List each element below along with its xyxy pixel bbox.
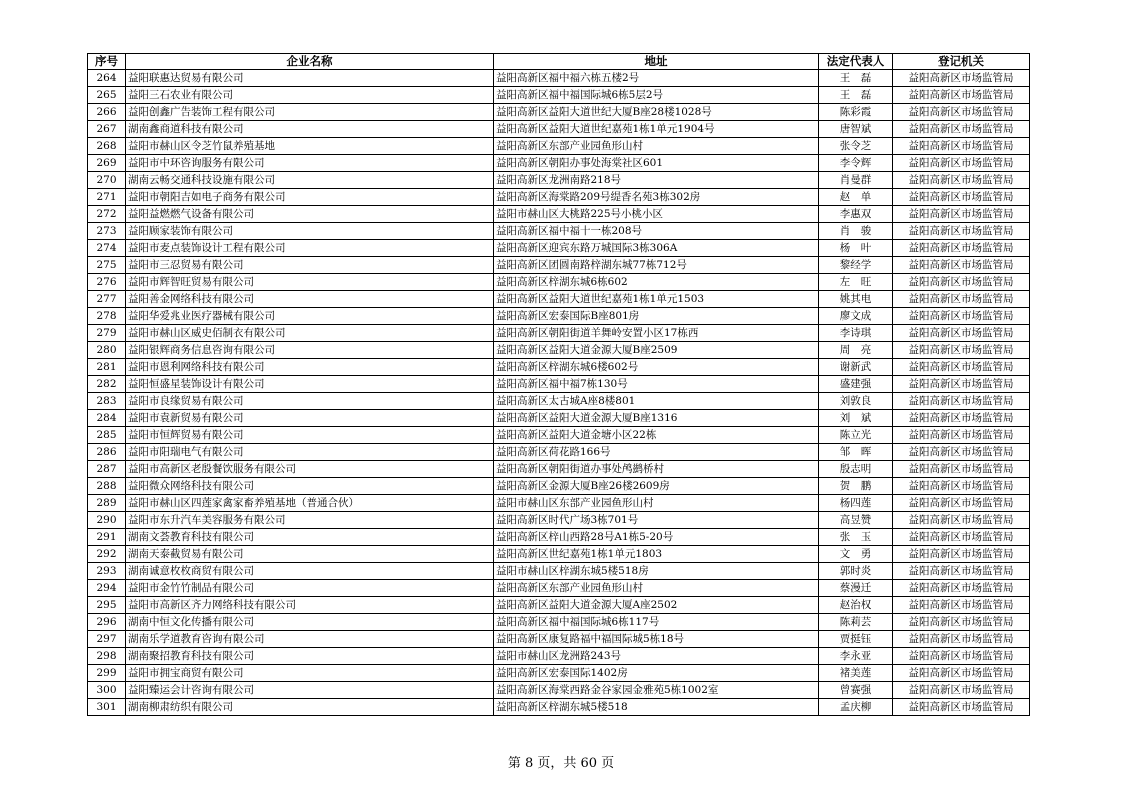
legal-representative: 陈莉芸 — [819, 614, 893, 631]
company-address: 益阳高新区梓湖东城5楼518 — [494, 699, 819, 716]
company-address: 益阳高新区金源大厦B座26楼2609房 — [494, 478, 819, 495]
table-row — [88, 665, 1030, 682]
row-number: 288 — [88, 478, 126, 495]
company-address: 益阳高新区益阳大道金源大厦B座1316 — [494, 410, 819, 427]
company-name: 益阳市金竹竹制品有限公司 — [126, 580, 494, 597]
company-address: 益阳高新区益阳大道世纪大厦B座28楼1028号 — [494, 104, 819, 121]
legal-representative: 杨四莲 — [819, 495, 893, 512]
company-name: 益阳市拥宝商贸有限公司 — [126, 665, 494, 682]
row-number: 293 — [88, 563, 126, 580]
company-address: 益阳市赫山区龙洲路243号 — [494, 648, 819, 665]
registration-authority: 益阳高新区市场监管局 — [893, 512, 1030, 529]
company-address: 益阳高新区宏泰国际1402房 — [494, 665, 819, 682]
company-name: 湖南中恒文化传播有限公司 — [126, 614, 494, 631]
table-row — [88, 427, 1030, 444]
legal-representative: 刘 斌 — [819, 410, 893, 427]
table-row — [88, 138, 1030, 155]
company-address: 益阳高新区益阳大道世纪嘉苑1栋1单元1904号 — [494, 121, 819, 138]
company-name: 益阳市麦点装饰设计工程有限公司 — [126, 240, 494, 257]
row-number: 297 — [88, 631, 126, 648]
table-row — [88, 410, 1030, 427]
legal-representative: 褚美莲 — [819, 665, 893, 682]
company-address: 益阳高新区益阳大道金源大厦B座2509 — [494, 342, 819, 359]
registration-authority: 益阳高新区市场监管局 — [893, 240, 1030, 257]
legal-representative: 刘敦良 — [819, 393, 893, 410]
registry-table — [87, 53, 1030, 716]
registration-authority: 益阳高新区市场监管局 — [893, 104, 1030, 121]
company-name: 益阳市高新区老殷餐饮服务有限公司 — [126, 461, 494, 478]
row-number: 282 — [88, 376, 126, 393]
company-address: 益阳市赫山区东部产业园鱼形山村 — [494, 495, 819, 512]
company-address: 益阳高新区龙洲南路218号 — [494, 172, 819, 189]
row-number: 265 — [88, 87, 126, 104]
registration-authority: 益阳高新区市场监管局 — [893, 580, 1030, 597]
company-address: 益阳高新区福中福六栋五楼2号 — [494, 70, 819, 87]
table-row — [88, 121, 1030, 138]
table-row — [88, 291, 1030, 308]
registration-authority: 益阳高新区市场监管局 — [893, 70, 1030, 87]
company-address: 益阳高新区东部产业园鱼形山村 — [494, 138, 819, 155]
table-row — [88, 444, 1030, 461]
header-no: 序号 — [88, 54, 126, 70]
registration-authority: 益阳高新区市场监管局 — [893, 631, 1030, 648]
registration-authority: 益阳高新区市场监管局 — [893, 665, 1030, 682]
legal-representative: 李惠双 — [819, 206, 893, 223]
company-name: 益阳联惠达贸易有限公司 — [126, 70, 494, 87]
row-number: 286 — [88, 444, 126, 461]
header-address: 地址 — [494, 54, 819, 70]
table-row — [88, 631, 1030, 648]
legal-representative: 陈立光 — [819, 427, 893, 444]
registration-authority: 益阳高新区市场监管局 — [893, 529, 1030, 546]
legal-representative: 唐智斌 — [819, 121, 893, 138]
table-row — [88, 461, 1030, 478]
company-name: 益阳市袁新贸易有限公司 — [126, 410, 494, 427]
legal-representative: 周 亮 — [819, 342, 893, 359]
registration-authority: 益阳高新区市场监管局 — [893, 121, 1030, 138]
table-row — [88, 597, 1030, 614]
registration-authority: 益阳高新区市场监管局 — [893, 699, 1030, 716]
company-address: 益阳高新区时代广场3栋701号 — [494, 512, 819, 529]
table-row — [88, 325, 1030, 342]
company-address: 益阳高新区福中福7栋130号 — [494, 376, 819, 393]
legal-representative: 谢新武 — [819, 359, 893, 376]
company-name: 益阳市三忍贸易有限公司 — [126, 257, 494, 274]
table-row — [88, 189, 1030, 206]
table-row — [88, 257, 1030, 274]
registration-authority: 益阳高新区市场监管局 — [893, 648, 1030, 665]
header-name: 企业名称 — [126, 54, 494, 70]
registration-authority: 益阳高新区市场监管局 — [893, 444, 1030, 461]
company-name: 益阳善金网络科技有限公司 — [126, 291, 494, 308]
company-name: 益阳市良缘贸易有限公司 — [126, 393, 494, 410]
legal-representative: 李令辉 — [819, 155, 893, 172]
company-name: 益阳市恒辉贸易有限公司 — [126, 427, 494, 444]
company-name: 益阳市中环咨询服务有限公司 — [126, 155, 494, 172]
table-row — [88, 342, 1030, 359]
legal-representative: 殷志明 — [819, 461, 893, 478]
company-name: 益阳市赫山区威史佰制衣有限公司 — [126, 325, 494, 342]
table-row — [88, 308, 1030, 325]
legal-representative: 廖文成 — [819, 308, 893, 325]
company-address: 益阳高新区福中福十一栋208号 — [494, 223, 819, 240]
company-address: 益阳高新区世纪嘉苑1栋1单元1803 — [494, 546, 819, 563]
row-number: 289 — [88, 495, 126, 512]
registration-authority: 益阳高新区市场监管局 — [893, 682, 1030, 699]
row-number: 285 — [88, 427, 126, 444]
company-address: 益阳高新区益阳大道金源大厦A座2502 — [494, 597, 819, 614]
legal-representative: 肖 骏 — [819, 223, 893, 240]
legal-representative: 蔡漫迁 — [819, 580, 893, 597]
row-number: 280 — [88, 342, 126, 359]
registration-authority: 益阳高新区市场监管局 — [893, 427, 1030, 444]
company-name: 湖南乐学道教育咨询有限公司 — [126, 631, 494, 648]
registration-authority: 益阳高新区市场监管局 — [893, 274, 1030, 291]
table-row — [88, 172, 1030, 189]
registration-authority: 益阳高新区市场监管局 — [893, 223, 1030, 240]
legal-representative: 赵治权 — [819, 597, 893, 614]
table-row — [88, 206, 1030, 223]
company-address: 益阳高新区东部产业园鱼形山村 — [494, 580, 819, 597]
legal-representative: 盛建强 — [819, 376, 893, 393]
table-row — [88, 546, 1030, 563]
company-name: 湖南鑫商道科技有限公司 — [126, 121, 494, 138]
registration-authority: 益阳高新区市场监管局 — [893, 597, 1030, 614]
table-row — [88, 223, 1030, 240]
row-number: 295 — [88, 597, 126, 614]
legal-representative: 李永亚 — [819, 648, 893, 665]
company-name: 益阳市东升汽车美容服务有限公司 — [126, 512, 494, 529]
legal-representative: 邹 晖 — [819, 444, 893, 461]
registration-authority: 益阳高新区市场监管局 — [893, 206, 1030, 223]
company-name: 湖南柳肃纺织有限公司 — [126, 699, 494, 716]
row-number: 270 — [88, 172, 126, 189]
table-row — [88, 682, 1030, 699]
company-name: 益阳三石农业有限公司 — [126, 87, 494, 104]
registration-authority: 益阳高新区市场监管局 — [893, 495, 1030, 512]
table-row — [88, 563, 1030, 580]
row-number: 284 — [88, 410, 126, 427]
row-number: 278 — [88, 308, 126, 325]
legal-representative: 肖曼群 — [819, 172, 893, 189]
registration-authority: 益阳高新区市场监管局 — [893, 410, 1030, 427]
legal-representative: 李诗琪 — [819, 325, 893, 342]
registration-authority: 益阳高新区市场监管局 — [893, 325, 1030, 342]
legal-representative: 赵 单 — [819, 189, 893, 206]
company-name: 益阳臻运会计咨询有限公司 — [126, 682, 494, 699]
row-number: 269 — [88, 155, 126, 172]
registration-authority: 益阳高新区市场监管局 — [893, 393, 1030, 410]
registration-authority: 益阳高新区市场监管局 — [893, 359, 1030, 376]
row-number: 273 — [88, 223, 126, 240]
registration-authority: 益阳高新区市场监管局 — [893, 376, 1030, 393]
company-address: 益阳高新区康复路福中福国际城5栋18号 — [494, 631, 819, 648]
registration-authority: 益阳高新区市场监管局 — [893, 461, 1030, 478]
company-name: 益阳微众网络科技有限公司 — [126, 478, 494, 495]
company-address: 益阳高新区益阳大道世纪嘉苑1栋1单元1503 — [494, 291, 819, 308]
table-row — [88, 699, 1030, 716]
legal-representative: 郭时炎 — [819, 563, 893, 580]
company-address: 益阳高新区团圆南路梓湖东城77栋712号 — [494, 257, 819, 274]
row-number: 279 — [88, 325, 126, 342]
table-row — [88, 529, 1030, 546]
registration-authority: 益阳高新区市场监管局 — [893, 138, 1030, 155]
table-row — [88, 648, 1030, 665]
registration-authority: 益阳高新区市场监管局 — [893, 87, 1030, 104]
legal-representative: 黎经学 — [819, 257, 893, 274]
row-number: 287 — [88, 461, 126, 478]
legal-representative: 杨 叶 — [819, 240, 893, 257]
registration-authority: 益阳高新区市场监管局 — [893, 563, 1030, 580]
table-body — [88, 70, 1030, 716]
row-number: 271 — [88, 189, 126, 206]
row-number: 264 — [88, 70, 126, 87]
page-number: 第 8 页，共 60 页 — [507, 756, 615, 771]
company-address: 益阳高新区迎宾东路万城国际3栋306A — [494, 240, 819, 257]
legal-representative: 张 玉 — [819, 529, 893, 546]
table-row — [88, 359, 1030, 376]
company-address: 益阳高新区益阳大道金塘小区22栋 — [494, 427, 819, 444]
legal-representative: 文 勇 — [819, 546, 893, 563]
company-address: 益阳高新区梓湖东城6楼602号 — [494, 359, 819, 376]
header-authority: 登记机关 — [893, 54, 1030, 70]
company-name: 益阳恒盛星装饰设计有限公司 — [126, 376, 494, 393]
legal-representative: 姚其电 — [819, 291, 893, 308]
row-number: 274 — [88, 240, 126, 257]
company-address: 益阳市赫山区梓湖东城5楼518房 — [494, 563, 819, 580]
table-row — [88, 495, 1030, 512]
table-row — [88, 155, 1030, 172]
row-number: 276 — [88, 274, 126, 291]
legal-representative: 张令芝 — [819, 138, 893, 155]
company-address: 益阳高新区福中福国际城6栋117号 — [494, 614, 819, 631]
registration-authority: 益阳高新区市场监管局 — [893, 291, 1030, 308]
table-row — [88, 70, 1030, 87]
company-address: 益阳高新区朝阳街道办事处鸬鹚桥村 — [494, 461, 819, 478]
company-name: 益阳市恩利网络科技有限公司 — [126, 359, 494, 376]
table-row — [88, 104, 1030, 121]
company-name: 湖南聚招教育科技有限公司 — [126, 648, 494, 665]
company-name: 益阳市赫山区令芝竹鼠养殖基地 — [126, 138, 494, 155]
company-name: 湖南天泰截贸易有限公司 — [126, 546, 494, 563]
table-row — [88, 240, 1030, 257]
company-name: 湖南文荟教育科技有限公司 — [126, 529, 494, 546]
company-address: 益阳高新区福中福国际城6栋5层2号 — [494, 87, 819, 104]
row-number: 300 — [88, 682, 126, 699]
table-row — [88, 580, 1030, 597]
table-row — [88, 87, 1030, 104]
row-number: 296 — [88, 614, 126, 631]
company-address: 益阳高新区梓湖东城6栋602 — [494, 274, 819, 291]
registration-authority: 益阳高新区市场监管局 — [893, 546, 1030, 563]
company-name: 益阳市赫山区四莲家禽家畜养殖基地（普通合伙） — [126, 495, 494, 512]
company-name: 益阳顾家装饰有限公司 — [126, 223, 494, 240]
registration-authority: 益阳高新区市场监管局 — [893, 342, 1030, 359]
company-name: 益阳银辉商务信息咨询有限公司 — [126, 342, 494, 359]
registration-authority: 益阳高新区市场监管局 — [893, 172, 1030, 189]
legal-representative: 贺 鹏 — [819, 478, 893, 495]
registration-authority: 益阳高新区市场监管局 — [893, 478, 1030, 495]
company-name: 益阳益燃燃气设备有限公司 — [126, 206, 494, 223]
company-address: 益阳高新区宏泰国际B座801房 — [494, 308, 819, 325]
legal-representative: 左 旺 — [819, 274, 893, 291]
registration-authority: 益阳高新区市场监管局 — [893, 155, 1030, 172]
table-header-row — [88, 54, 1030, 70]
company-name: 益阳市朝阳吉如电子商务有限公司 — [126, 189, 494, 206]
legal-representative: 高昱赞 — [819, 512, 893, 529]
row-number: 292 — [88, 546, 126, 563]
row-number: 277 — [88, 291, 126, 308]
company-name: 益阳创鑫广告装饰工程有限公司 — [126, 104, 494, 121]
table-row — [88, 274, 1030, 291]
registration-authority: 益阳高新区市场监管局 — [893, 614, 1030, 631]
legal-representative: 王 磊 — [819, 87, 893, 104]
company-name: 益阳市阳瑞电气有限公司 — [126, 444, 494, 461]
row-number: 268 — [88, 138, 126, 155]
company-address: 益阳高新区荷花路166号 — [494, 444, 819, 461]
company-address: 益阳高新区海棠路209号缇香名苑3栋302房 — [494, 189, 819, 206]
legal-representative: 贾挺钰 — [819, 631, 893, 648]
row-number: 294 — [88, 580, 126, 597]
company-name: 益阳市高新区齐力网络科技有限公司 — [126, 597, 494, 614]
row-number: 290 — [88, 512, 126, 529]
row-number: 266 — [88, 104, 126, 121]
row-number: 301 — [88, 699, 126, 716]
header-representative: 法定代表人 — [819, 54, 893, 70]
company-address: 益阳高新区海棠西路金谷家园金雅苑5栋1002室 — [494, 682, 819, 699]
company-address: 益阳市赫山区大桃路225号小桃小区 — [494, 206, 819, 223]
table-row — [88, 512, 1030, 529]
registration-authority: 益阳高新区市场监管局 — [893, 257, 1030, 274]
row-number: 267 — [88, 121, 126, 138]
legal-representative: 王 磊 — [819, 70, 893, 87]
row-number: 298 — [88, 648, 126, 665]
company-address: 益阳高新区朝阳办事处海棠社区601 — [494, 155, 819, 172]
row-number: 283 — [88, 393, 126, 410]
table-row — [88, 478, 1030, 495]
table-row — [88, 614, 1030, 631]
registration-authority: 益阳高新区市场监管局 — [893, 308, 1030, 325]
company-address: 益阳高新区梓山西路28号A1栋5-20号 — [494, 529, 819, 546]
company-name: 湖南诚意枚枚商贸有限公司 — [126, 563, 494, 580]
company-name: 益阳市辉智旺贸易有限公司 — [126, 274, 494, 291]
legal-representative: 孟庆柳 — [819, 699, 893, 716]
row-number: 299 — [88, 665, 126, 682]
company-address: 益阳高新区朝阳街道羊舞岭安置小区17栋西 — [494, 325, 819, 342]
company-address: 益阳高新区太古城A座8楼801 — [494, 393, 819, 410]
legal-representative: 曾赛强 — [819, 682, 893, 699]
row-number: 291 — [88, 529, 126, 546]
row-number: 275 — [88, 257, 126, 274]
legal-representative: 陈彩霞 — [819, 104, 893, 121]
company-name: 益阳华爱兆业医疗器械有限公司 — [126, 308, 494, 325]
table-row — [88, 376, 1030, 393]
registration-authority: 益阳高新区市场监管局 — [893, 189, 1030, 206]
row-number: 281 — [88, 359, 126, 376]
company-name: 湖南云畅交通科技设施有限公司 — [126, 172, 494, 189]
table-row — [88, 393, 1030, 410]
row-number: 272 — [88, 206, 126, 223]
